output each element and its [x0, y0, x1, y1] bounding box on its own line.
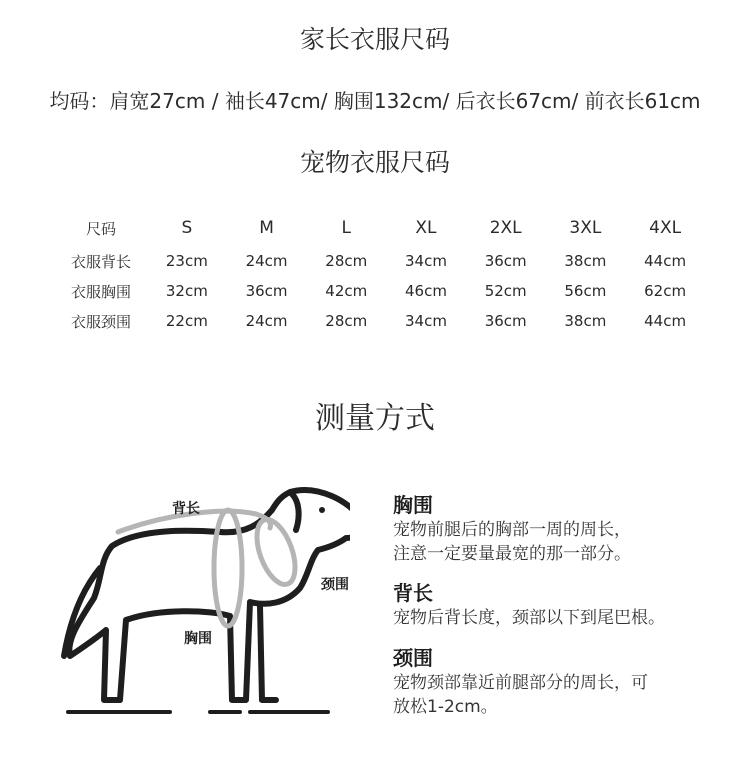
- header-cell: 2XL: [489, 218, 522, 238]
- table-cell: 32cm: [165, 282, 208, 300]
- figure-label-chest: 胸围: [184, 631, 212, 647]
- table-cell: 52cm: [484, 282, 527, 300]
- row-label: 衣服胸围: [70, 282, 131, 301]
- header-cell: 尺码: [85, 219, 116, 238]
- neck-text: 宠物颈部靠近前腿部分的周长，可 放松1-2cm。: [393, 673, 648, 717]
- adult-size-spec: 均码：肩宽27cm / 袖长47cm/ 胸围132cm/ 后衣长67cm/ 前衣长61cm: [49, 89, 701, 113]
- back-text: 宠物后背长度，颈部以下到尾巴根。: [393, 608, 665, 628]
- ear-icon: [292, 494, 299, 530]
- table-row: [55, 276, 705, 306]
- table-cell: 24cm: [245, 252, 288, 270]
- front-leg: [260, 606, 276, 700]
- neck-description: [393, 645, 648, 719]
- table-cell: 24cm: [245, 312, 288, 330]
- row-label: 衣服背长: [70, 252, 131, 271]
- dog-outline: [69, 490, 350, 700]
- header-cell: 4XL: [649, 218, 682, 238]
- chest-measure-band: [214, 510, 242, 626]
- table-row: [55, 246, 705, 276]
- table-cell: 34cm: [404, 252, 447, 270]
- header-cell: L: [341, 218, 351, 238]
- chest-description: [393, 492, 631, 566]
- back-title: 背长: [393, 581, 433, 605]
- pet-size-title: 宠物衣服尺码: [299, 148, 450, 177]
- header-cell: XL: [415, 218, 437, 238]
- measure-title: 测量方式: [315, 401, 435, 436]
- header-cell: S: [181, 218, 193, 238]
- chest-title: 胸围: [393, 493, 433, 517]
- dog-measure-illustration: [60, 480, 350, 720]
- table-cell: 28cm: [325, 252, 368, 270]
- row-label: 衣服颈围: [70, 312, 131, 331]
- adult-size-title: 家长衣服尺码: [299, 25, 450, 54]
- header-cell: 3XL: [569, 218, 602, 238]
- table-cell: 34cm: [404, 312, 447, 330]
- table-cell: 36cm: [484, 312, 527, 330]
- figure-label-back: 背长: [172, 501, 200, 517]
- table-cell: 62cm: [644, 282, 687, 300]
- back-description: [393, 580, 665, 630]
- table-cell: 22cm: [165, 312, 208, 330]
- table-cell: 28cm: [325, 312, 368, 330]
- table-cell: 36cm: [484, 252, 527, 270]
- header-cell: M: [259, 218, 274, 238]
- neck-title: 颈围: [393, 646, 433, 670]
- table-cell: 44cm: [644, 312, 687, 330]
- eye-icon: [319, 507, 325, 513]
- table-row: [55, 306, 705, 336]
- table-cell: 38cm: [564, 312, 607, 330]
- size-table: [55, 210, 705, 336]
- table-cell: 46cm: [404, 282, 447, 300]
- table-cell: 42cm: [325, 282, 368, 300]
- table-cell: 36cm: [245, 282, 288, 300]
- table-cell: 23cm: [165, 252, 208, 270]
- table-cell: 44cm: [644, 252, 687, 270]
- figure-label-neck: 颈围: [321, 577, 349, 593]
- table-cell: 56cm: [564, 282, 607, 300]
- chest-text: 宠物前腿后的胸部一周的周长， 注意一定要量最宽的那一部分。: [393, 520, 631, 564]
- size-table-header: [55, 210, 705, 246]
- table-cell: 38cm: [564, 252, 607, 270]
